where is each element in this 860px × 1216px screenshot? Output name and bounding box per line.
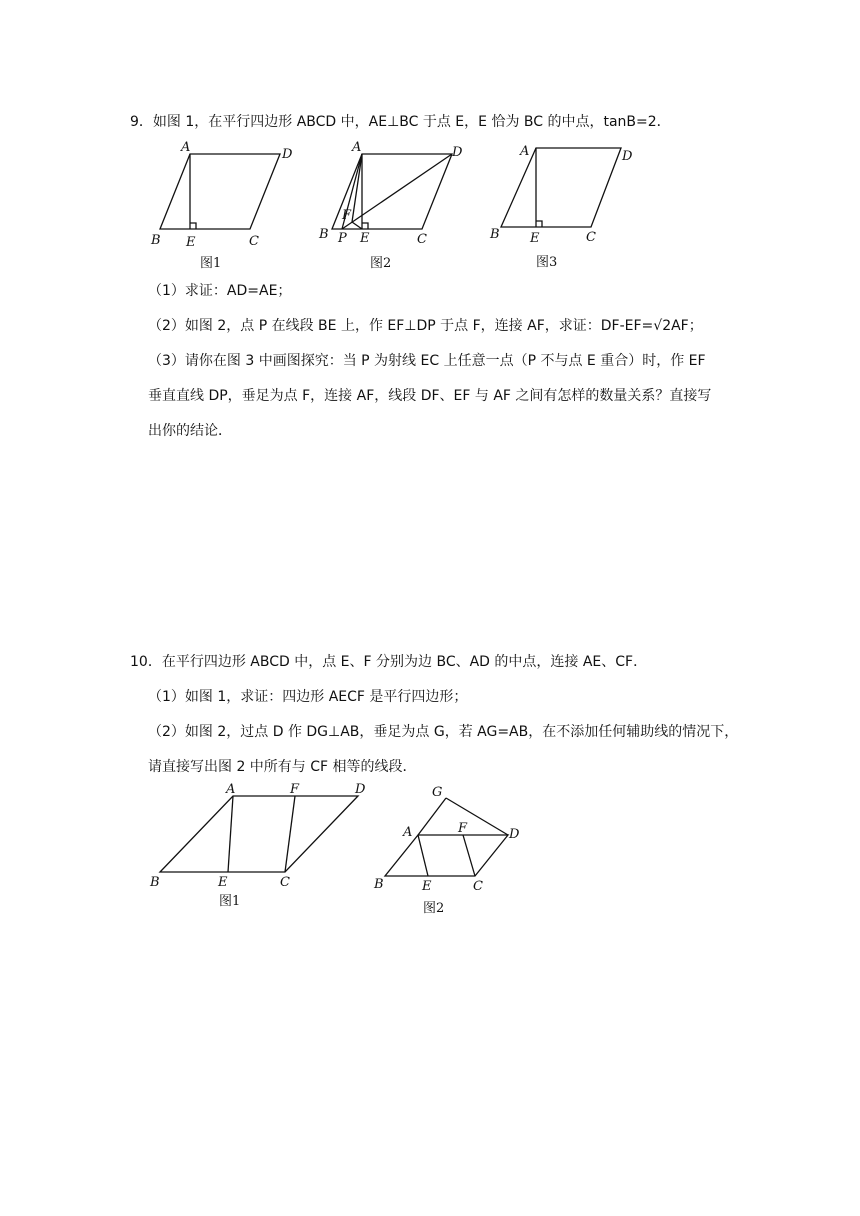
q9-part-3-line-3: 出你的结论． bbox=[148, 423, 232, 439]
q10-figure-1 bbox=[148, 780, 383, 910]
label-c: C bbox=[586, 230, 596, 245]
q10-part-2-line-2: 请直接写出图 2 中所有与 CF 相等的线段． bbox=[148, 759, 417, 775]
q9-stem: 9．如图 1，在平行四边形 ABCD 中，AE⊥BC 于点 E，E 恰为 BC 的中点，tanB=2． bbox=[130, 114, 671, 130]
right-angle-mark bbox=[536, 221, 542, 227]
right-angle-mark bbox=[362, 223, 368, 229]
q9-figure-3 bbox=[486, 140, 636, 270]
segment-dg bbox=[446, 798, 508, 835]
label-a: A bbox=[352, 140, 362, 155]
q9-part-1: （1）求证：AD=AE； bbox=[148, 283, 292, 299]
q9-figure-1 bbox=[145, 140, 293, 271]
q9-part-3-line-1: （3）请你在图 3 中画图探究：当 P 为射线 EC 上任意一点（P 不与点 E 重合）时，作 EF bbox=[148, 353, 706, 369]
q9-part-3-line-2: 垂直直线 DP，垂足为点 F，连接 AF，线段 DF、EF 与 AF 之间有怎样的数量关系？直接写 bbox=[148, 388, 712, 404]
label-c: C bbox=[473, 879, 483, 894]
parallelogram-abcd bbox=[160, 796, 358, 872]
q10-part-2-line-1: （2）如图 2，过点 D 作 DG⊥AB，垂足为点 G，若 AG=AB，在不添加任何辅助线的情况下， bbox=[148, 724, 739, 740]
segment-ag bbox=[418, 798, 446, 835]
label-b: B bbox=[319, 227, 329, 242]
segment-cf bbox=[463, 835, 475, 876]
figure-caption: 图1 bbox=[219, 894, 241, 909]
parallelogram-abcd bbox=[160, 154, 280, 229]
figure-caption: 图2 bbox=[370, 256, 392, 271]
label-c: C bbox=[417, 232, 427, 247]
segment-ae bbox=[228, 796, 233, 872]
label-e: E bbox=[186, 235, 196, 250]
label-a: A bbox=[181, 140, 191, 155]
right-angle-mark bbox=[190, 223, 196, 229]
segment-ae bbox=[418, 835, 428, 876]
label-d: D bbox=[509, 827, 520, 842]
label-f: F bbox=[290, 782, 300, 797]
figure-caption: 图3 bbox=[536, 255, 558, 270]
label-d: D bbox=[622, 149, 633, 164]
label-f: F bbox=[342, 208, 352, 223]
label-b: B bbox=[374, 877, 384, 892]
parallelogram-abcd bbox=[385, 835, 508, 876]
label-c: C bbox=[249, 234, 259, 249]
parallelogram-abcd bbox=[501, 148, 621, 227]
label-c: C bbox=[280, 875, 290, 890]
segment-ef bbox=[352, 222, 362, 229]
label-d: D bbox=[452, 145, 463, 160]
label-a: A bbox=[226, 782, 236, 797]
q9-figure-2 bbox=[312, 140, 462, 270]
label-p: P bbox=[338, 231, 347, 246]
label-f: F bbox=[458, 821, 468, 836]
q10-part-1: （1）如图 1，求证：四边形 AECF 是平行四边形； bbox=[148, 689, 468, 705]
label-e: E bbox=[422, 879, 432, 894]
label-d: D bbox=[355, 782, 366, 797]
label-b: B bbox=[150, 875, 160, 890]
label-e: E bbox=[218, 875, 228, 890]
figure-caption: 图2 bbox=[423, 901, 445, 916]
q9-part-2: （2）如图 2，点 P 在线段 BE 上，作 EF⊥DP 于点 F，连接 AF，求证：DF-EF=√2AF； bbox=[148, 318, 703, 334]
label-b: B bbox=[490, 227, 500, 242]
segment-cf bbox=[285, 796, 295, 872]
label-e: E bbox=[360, 231, 370, 246]
label-g: G bbox=[432, 785, 443, 800]
label-a: A bbox=[403, 825, 413, 840]
label-d: D bbox=[282, 147, 293, 162]
q10-figure-2 bbox=[370, 780, 530, 915]
figure-caption: 图1 bbox=[200, 256, 222, 271]
q10-stem: 10．在平行四边形 ABCD 中，点 E、F 分别为边 BC、AD 的中点，连接 AE、CF． bbox=[130, 654, 648, 670]
label-b: B bbox=[151, 233, 161, 248]
label-e: E bbox=[530, 231, 540, 246]
label-a: A bbox=[520, 144, 530, 159]
